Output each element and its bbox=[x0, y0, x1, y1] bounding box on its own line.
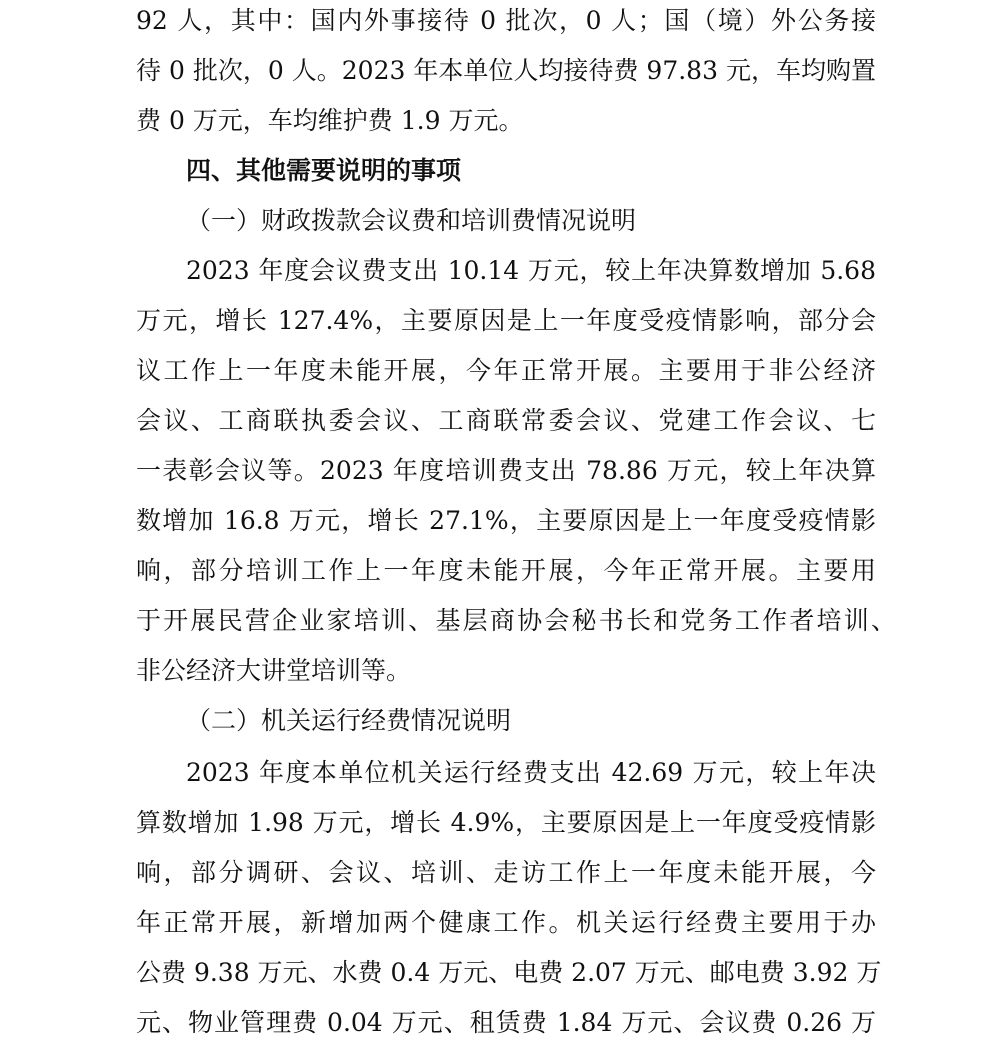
subsection-heading: （二）机关运行经费情况说明 bbox=[186, 706, 512, 735]
paragraph-line: 响，部分培训工作上一年度未能开展，今年正常开展。主要用 bbox=[136, 556, 876, 585]
section-heading: 四、其他需要说明的事项 bbox=[186, 156, 462, 185]
paragraph-line: 待 0 批次，0 人。2023 年本单位人均接待费 97.83 元，车均购置 bbox=[136, 56, 876, 85]
paragraph-line: 会议、工商联执委会议、工商联常委会议、党建工作会议、七 bbox=[136, 406, 876, 435]
paragraph-line: 一表彰会议等。2023 年度培训费支出 78.86 万元，较上年决算 bbox=[136, 456, 876, 485]
paragraph-line: 算数增加 1.98 万元，增长 4.9%，主要原因是上一年度受疫情影 bbox=[136, 808, 876, 837]
paragraph-line: 2023 年度本单位机关运行经费支出 42.69 万元，较上年决 bbox=[186, 758, 876, 787]
paragraph-line: 响，部分调研、会议、培训、走访工作上一年度未能开展，今 bbox=[136, 858, 876, 887]
paragraph-line: 2023 年度会议费支出 10.14 万元，较上年决算数增加 5.68 bbox=[186, 256, 876, 285]
paragraph-line: 费 0 万元，车均维护费 1.9 万元。 bbox=[136, 106, 524, 135]
paragraph-line: 议工作上一年度未能开展，今年正常开展。主要用于非公经济 bbox=[136, 356, 876, 385]
subsection-heading: （一）财政拨款会议费和培训费情况说明 bbox=[186, 206, 637, 235]
paragraph-line: 元、物业管理费 0.04 万元、租赁费 1.84 万元、会议费 0.26 万 bbox=[136, 1008, 876, 1037]
paragraph-line: 92 人，其中：国内外事接待 0 批次，0 人；国（境）外公务接 bbox=[136, 6, 876, 35]
paragraph-line: 于开展民营企业家培训、基层商协会秘书长和党务工作者培训、 bbox=[136, 606, 896, 635]
paragraph-line: 非公经济大讲堂培训等。 bbox=[136, 656, 412, 685]
paragraph-line: 年正常开展，新增加两个健康工作。机关运行经费主要用于办 bbox=[136, 908, 876, 937]
paragraph-line: 公费 9.38 万元、水费 0.4 万元、电费 2.07 万元、邮电费 3.92 万 bbox=[136, 958, 882, 987]
paragraph-line: 数增加 16.8 万元，增长 27.1%，主要原因是上一年度受疫情影 bbox=[136, 506, 876, 535]
paragraph-line: 万元，增长 127.4%，主要原因是上一年度受疫情影响，部分会 bbox=[136, 306, 876, 335]
